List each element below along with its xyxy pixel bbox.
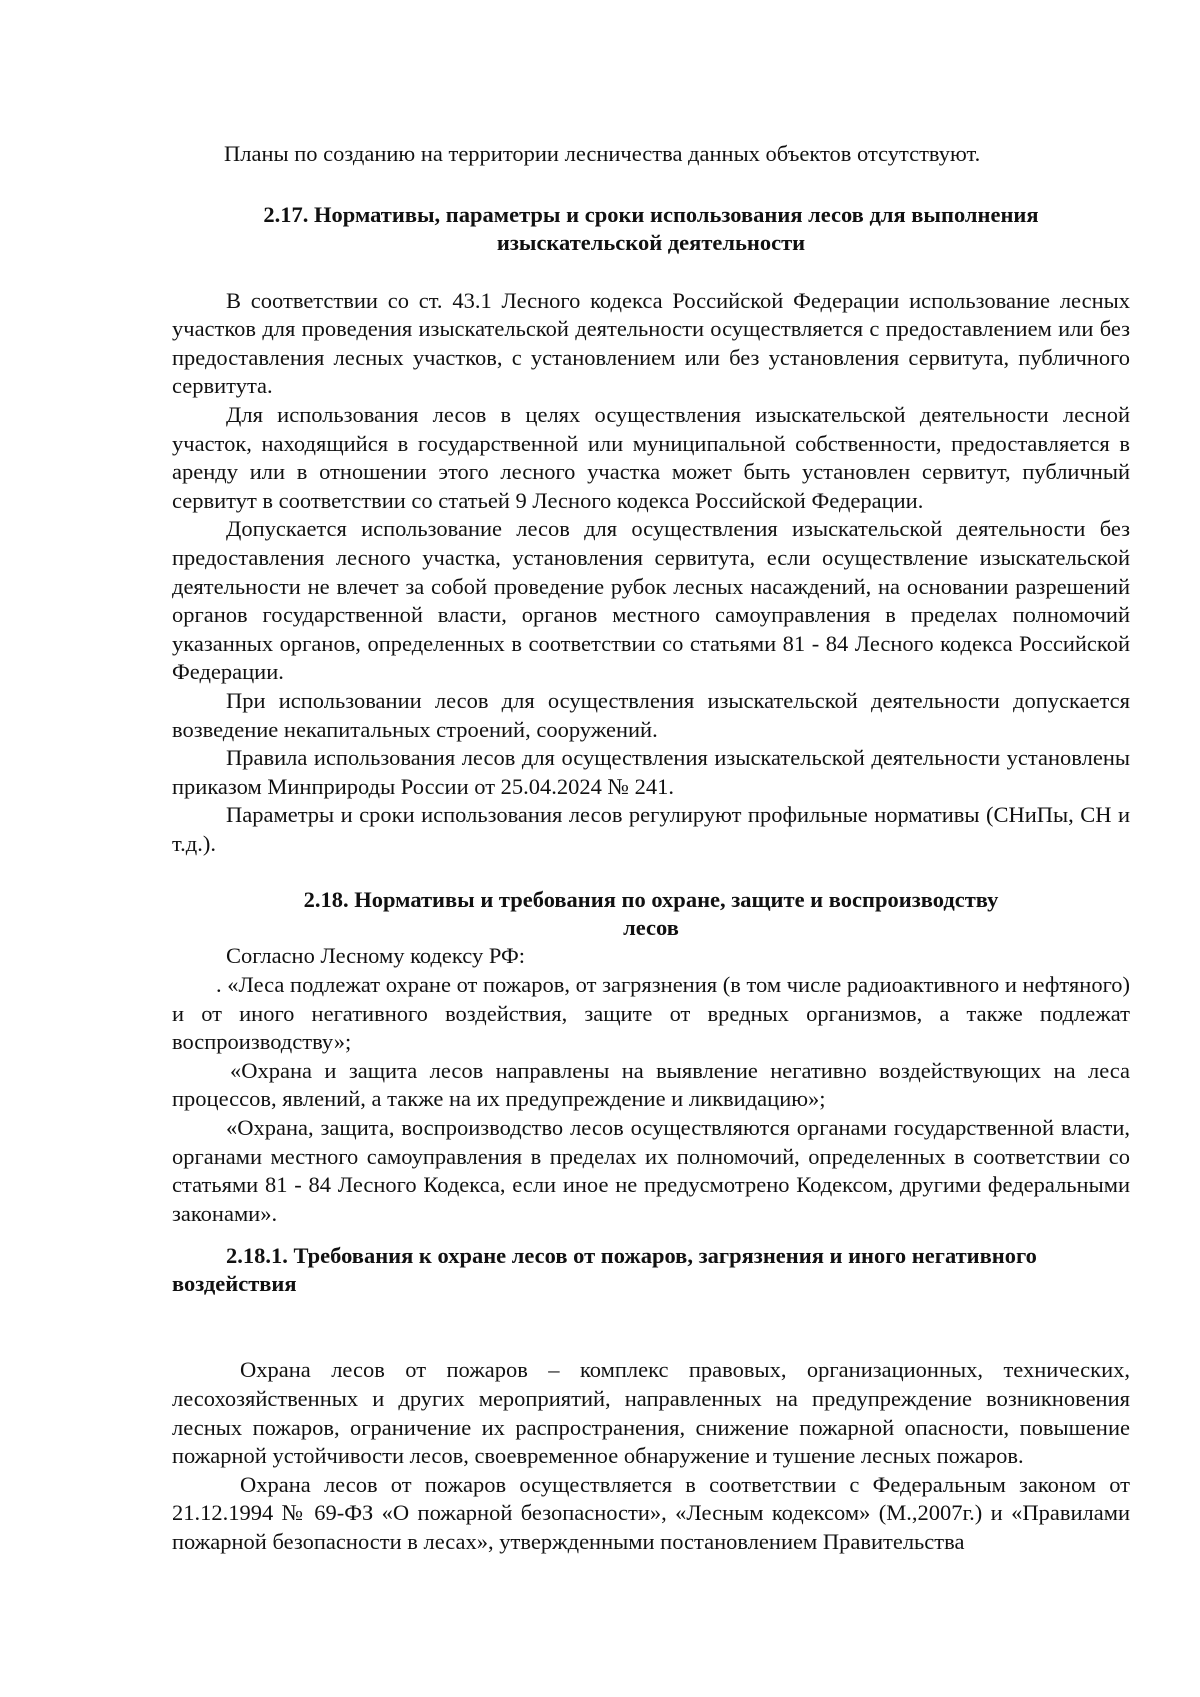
section-2-18-paragraph: «Охрана, защита, воспроизводство лесов осуществляются органами государственной власти, органами местного самоуправления в пределах их полномочий, определенных в соответствии со статьями 81 - 84 Лесного Кодекса, если иное не предусмотрено Кодексом, другими федеральными законами». <box>172 1115 1130 1226</box>
section-2-17-paragraph: Правила использования лесов для осуществления изыскательской деятельности установлены приказом Минприроды России от 25.04.2024 № 241. <box>172 745 1130 799</box>
section-2-17-paragraph: Для использования лесов в целях осуществления изыскательской деятельности лесной участок, находящийся в государственной или муниципальной собственности, предоставляется в аренду или в отношении этого лесного участка может быть установлен сервитут, публичный сервитут в соответствии со статьей 9 Лесного кодекса Российской Федерации. <box>172 401 1130 513</box>
section-2-18-1-paragraph: Охрана лесов от пожаров осуществляется в соответствии с Федеральным законом от 21.12.1994 № 69-ФЗ «О пожарной безопасности», «Лесным кодексом» (М.,2007г.) и «Правилами пожарной безопасности в лесах», утвержденными постановлением Правительства <box>172 1471 1130 1554</box>
section-2-17-paragraph: Допускается использование лесов для осуществления изыскательской деятельности без предоставления лесного участка, установления сервитута, если осуществление изыскательской деятельности не влечет за собой проведение рубок лесных насаждений, на основании разрешений органов государственной власти, органов местного самоуправления в пределах полномочий указанных органов, определенных в соответствии со статьями 81 - 84 Лесного кодекса Российской Федерации. <box>172 516 1130 685</box>
section-2-18-1-paragraph: Охрана лесов от пожаров – комплекс правовых, организационных, технических, лесохозяйственных и других мероприятий, направленных на предупреждение возникновения лесных пожаров, ограничение их распространения, снижение пожарной опасности, повышение пожарной устойчивости лесов, своевременное обнаружение и тушение лесных пожаров. <box>172 1357 1130 1469</box>
document-body <box>172 140 1130 1557</box>
section-2-17-paragraph: Параметры и сроки использования лесов регулируют профильные нормативы (СНиПы, СН и т.д.). <box>172 802 1130 856</box>
section-2-18-heading-line2: лесов <box>623 915 679 941</box>
section-2-17-paragraph: При использовании лесов для осуществления изыскательской деятельности допускается возведение некапитальных строений, сооружений. <box>172 687 1130 742</box>
section-2-18-paragraph: Согласно Лесному кодексу РФ: <box>226 943 525 969</box>
intro-line: Планы по созданию на территории лесничества данных объектов отсутствуют. <box>224 141 981 166</box>
section-2-17-paragraph: В соответствии со ст. 43.1 Лесного кодекса Российской Федерации использование лесных участков для проведения изыскательской деятельности осуществляется с предоставлением или без предоставления лесных участков, с установлением или без установления сервитута, публичного сервитута. <box>172 287 1130 399</box>
section-2-18-paragraph: . «Леса подлежат охране от пожаров, от загрязнения (в том числе радиоактивного и нефтяного) и от иного негативного воздействия, защите от вредных организмов, а также подлежат воспроизводству»; <box>172 972 1130 1055</box>
section-2-18-1-heading: 2.18.1. Требования к охране лесов от пожаров, загрязнения и иного негативного воздействия <box>172 1243 1037 1297</box>
section-2-18-heading-line1: 2.18. Нормативы и требования по охране, защите и воспроизводству <box>303 887 999 913</box>
section-2-18-paragraph: «Охрана и защита лесов направлены на выявление негативно воздействующих на леса процессов, явлений, а также на их предупреждение и ликвидацию»; <box>172 1057 1130 1112</box>
section-2-17-heading: 2.17. Нормативы, параметры и сроки использования лесов для выполнения изыскательской деятельности <box>263 201 1039 255</box>
